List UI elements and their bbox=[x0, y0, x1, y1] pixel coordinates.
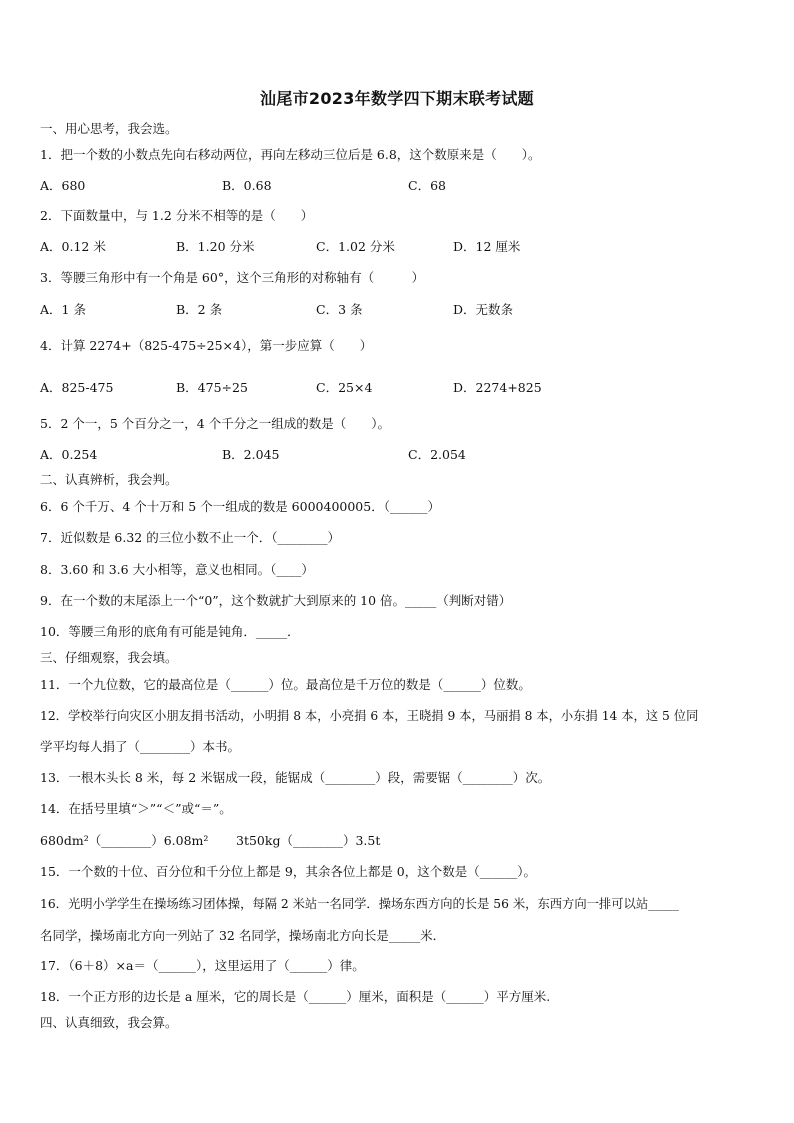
q1-option-c: C．68 bbox=[408, 178, 446, 193]
question-6: 6．6 个千万、4 个十万和 5 个一组成的数是 6000400005．（______） bbox=[40, 499, 440, 514]
q2-option-a: A．0.12 米 bbox=[40, 239, 106, 254]
q4-option-d: D．2274+825 bbox=[453, 380, 542, 395]
question-1: 1．把一个数的小数点先向右移动两位，再向左移动三位后是 6.8，这个数原来是（ ）。 bbox=[40, 147, 541, 162]
section-heading-1: 一、用心思考，我会选。 bbox=[40, 121, 178, 136]
q1-option-a: A．680 bbox=[40, 178, 86, 193]
question-13: 13．一根木头长 8 米，每 2 米锯成一段，能锯成（________）段，需要锯（________）次。 bbox=[40, 770, 551, 785]
q2-option-d: D．12 厘米 bbox=[453, 239, 521, 254]
question-10: 10．等腰三角形的底角有可能是钝角．_____． bbox=[40, 624, 300, 639]
question-4: 4．计算 2274+（825-475÷25×4），第一步应算（ ） bbox=[40, 338, 373, 353]
q4-option-b: B．475÷25 bbox=[176, 380, 248, 395]
section-heading-2: 二、认真辨析，我会判。 bbox=[40, 472, 178, 487]
q5-option-b: B．2.045 bbox=[222, 447, 280, 462]
question-2: 2．下面数量中，与 1.2 分米不相等的是（ ） bbox=[40, 208, 314, 223]
question-9: 9．在一个数的末尾添上一个“0”，这个数就扩大到原来的 10 倍。_____（判断对错） bbox=[40, 593, 512, 608]
q14-item-1: 680dm²（________）6.08m² bbox=[40, 833, 209, 848]
page-title: 汕尾市2023年数学四下期末联考试题 bbox=[260, 89, 534, 108]
question-12-line-2: 学平均每人捐了（________）本书。 bbox=[40, 739, 241, 754]
question-15: 15．一个数的十位、百分位和千分位上都是 9，其余各位上都是 0，这个数是（______）。 bbox=[40, 864, 537, 879]
section-heading-3: 三、仔细观察，我会填。 bbox=[40, 650, 178, 665]
question-16-line-2: 名同学，操场南北方向一列站了 32 名同学，操场南北方向长是_____米． bbox=[40, 928, 446, 943]
question-5: 5．2 个一，5 个百分之一，4 个千分之一组成的数是（ ）。 bbox=[40, 416, 390, 431]
q1-option-b: B．0.68 bbox=[222, 178, 272, 193]
section-heading-4: 四、认真细致，我会算。 bbox=[40, 1015, 178, 1030]
question-17: 17．（6＋8）×a＝（______），这里运用了（______）律。 bbox=[40, 958, 365, 973]
question-16-line-1: 16．光明小学学生在操场练习团体操，每隔 2 米站一名同学．操场东西方向的长是 56 米，东西方向一排可以站_____ bbox=[40, 897, 679, 911]
q2-option-c: C．1.02 分米 bbox=[316, 239, 395, 254]
question-7: 7．近似数是 6.32 的三位小数不止一个．（________） bbox=[40, 530, 340, 545]
question-12-line-1: 12．学校举行向灾区小朋友捐书活动，小明捐 8 本，小亮捐 6 本，王晓捐 9 本，马丽捐 8 本，小东捐 14 本，这 5 位同 bbox=[40, 709, 699, 723]
q5-option-c: C．2.054 bbox=[408, 447, 466, 462]
q3-option-a: A．1 条 bbox=[40, 302, 86, 317]
q3-option-d: D．无数条 bbox=[453, 302, 514, 317]
q3-option-b: B．2 条 bbox=[176, 302, 223, 317]
question-18: 18．一个正方形的边长是 a 厘米，它的周长是（______）厘米，面积是（______）平方厘米. bbox=[40, 989, 551, 1004]
q3-option-c: C．3 条 bbox=[316, 302, 363, 317]
q4-option-a: A．825-475 bbox=[40, 380, 114, 395]
q5-option-a: A．0.254 bbox=[40, 447, 98, 462]
q14-item-2: 3t50kg（________）3.5t bbox=[236, 833, 381, 848]
question-3: 3．等腰三角形中有一个角是 60°，这个三角形的对称轴有（ ） bbox=[40, 270, 425, 285]
q4-option-c: C．25×4 bbox=[316, 380, 373, 395]
question-14: 14．在括号里填“＞”“＜”或“＝”。 bbox=[40, 801, 232, 816]
q2-option-b: B．1.20 分米 bbox=[176, 239, 255, 254]
question-8: 8．3.60 和 3.6 大小相等，意义也相同。（____） bbox=[40, 562, 314, 577]
question-11: 11．一个九位数，它的最高位是（______）位。最高位是千万位的数是（______）位数。 bbox=[40, 677, 531, 692]
